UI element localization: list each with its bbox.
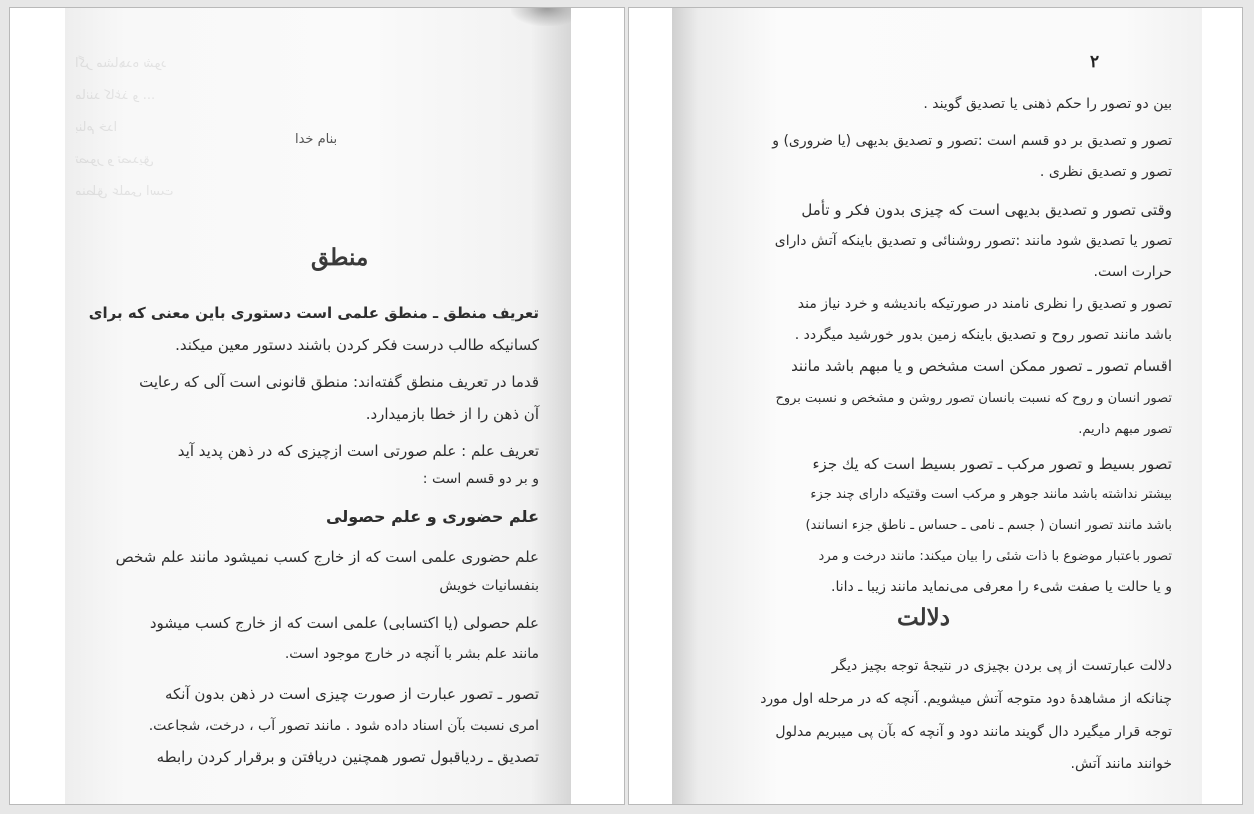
right-page-scan [672, 8, 1202, 804]
text-line: تصور مبهم داریم. [1078, 422, 1172, 437]
text-line: اقسام تصور ـ تصور ممکن است مشخص و یا مبهم باشد مانند [791, 357, 1172, 375]
text-line: مانند علم بشر با آنچه در خارج موجود است. [284, 646, 539, 662]
text-line: دلالت عبارتست از پی بردن بچیزی در نتیجهٔ توجه بچیز دیگر [831, 658, 1172, 674]
text-line: قدما در تعریف منطق گفته‌اند: منطق قانونی است آلی که رعایت [139, 373, 539, 391]
page-number: ۲ [1090, 52, 1100, 72]
text-line: و یا حالت یا صفت شیء را معرفی می‌نماید مانند زیبا ـ دانا. [831, 579, 1172, 595]
paper-stain [511, 8, 571, 26]
text-line: تصور و تصدیق نظری . [1039, 164, 1172, 180]
right-page-panel [628, 7, 1243, 805]
text-line: تعریف منطق ـ منطق علمی است دستوری باین معنی که برای [88, 304, 539, 322]
text-line: باشد مانند تصور روح و تصدیق باینکه زمین بدور خورشید میگردد . [794, 327, 1172, 343]
text-line: تصور ـ تصور عبارت از صورت چیزی است در ذهن بدون آنکه [164, 685, 539, 703]
text-line: امری نسبت بآن اسناد داده شود . مانند تصور آب ، درخت، شجاعت. [148, 718, 539, 734]
left-page-scan [65, 8, 571, 804]
text-line: تصور و تصدیق بر دو قسم است :تصور و تصدیق بدیهی (یا ضروری) و [772, 133, 1172, 149]
subheading: علم حضوری و علم حصولی [326, 507, 539, 526]
text-line: علم حصولی (یا اکتسابی) علمی است که از خارج کسب میشود [149, 614, 539, 632]
text-line: تصور باعتبار موضوع با ذات شئی را بیان میکند: مانند درخت و مرد [818, 549, 1172, 564]
bleed-through-text: اگر مشاهده شود مانند کاغذ و ... بنام خدا تصور و تصدیق منطق علمی است [75, 56, 174, 199]
text-line: و بر دو قسم است : [422, 471, 539, 487]
text-line: حرارت است. [1093, 264, 1172, 280]
page-header: بنام خدا [295, 132, 338, 147]
text-line: تصدیق ـ ردیاقبول تصور همچنین دریافتن و برقرار کردن رابطه [156, 748, 539, 766]
left-page-panel [9, 7, 625, 805]
text-line: بیشتر نداشته باشد مانند جوهر و مرکب است وقتیکه دارای چند جزء [810, 487, 1172, 502]
text-line: باشد مانند تصور انسان ( جسم ـ نامی ـ حساس ـ ناطق جزء انسانند) [805, 518, 1172, 533]
section-title: دلالت [897, 604, 950, 631]
page-title: منطق [311, 244, 369, 271]
text-line: وقتی تصور و تصدیق بدیهی است که چیزی بدون فکر و تأمل [801, 201, 1172, 219]
text-line: تعریف علم : علم صورتی است ازچیزی که در ذهن پدید آید [177, 442, 539, 460]
text-line: تصور یا تصدیق شود مانند :تصور روشنائی و تصدیق باینکه آتش دارای [774, 233, 1172, 249]
text-line: تصور انسان و روح که نسبت بانسان تصور روشن و مشخص و نسبت بروح [775, 391, 1172, 406]
text-line: توجه قرار میگیرد دال گویند مانند دود و آنچه که بآن پی میبریم مدلول [775, 724, 1172, 740]
text-line: کسانیکه طالب درست فکر کردن باشند دستور معین میکند. [175, 336, 539, 354]
text-line: خوانند مانند آتش. [1070, 756, 1172, 772]
text-line: چنانکه از مشاهدهٔ دود متوجه آتش میشویم. آنچه که در مرحله اول مورد [760, 691, 1172, 707]
text-line: آن ذهن را از خطا بازمیدارد. [365, 405, 539, 423]
text-line: بنفسانیات خویش [439, 578, 539, 594]
text-line: بین دو تصور را حکم ذهنی یا تصدیق گویند . [923, 96, 1172, 112]
text-line: تصور بسیط و تصور مرکب ـ تصور بسیط است که یك جزء [812, 455, 1172, 473]
text-line: علم حضوری علمی است که از خارج کسب نمیشود مانند علم شخص [115, 548, 539, 566]
text-line: تصور و تصدیق را نظری نامند در صورتیکه باندیشه و خرد نیاز مند [797, 296, 1172, 312]
